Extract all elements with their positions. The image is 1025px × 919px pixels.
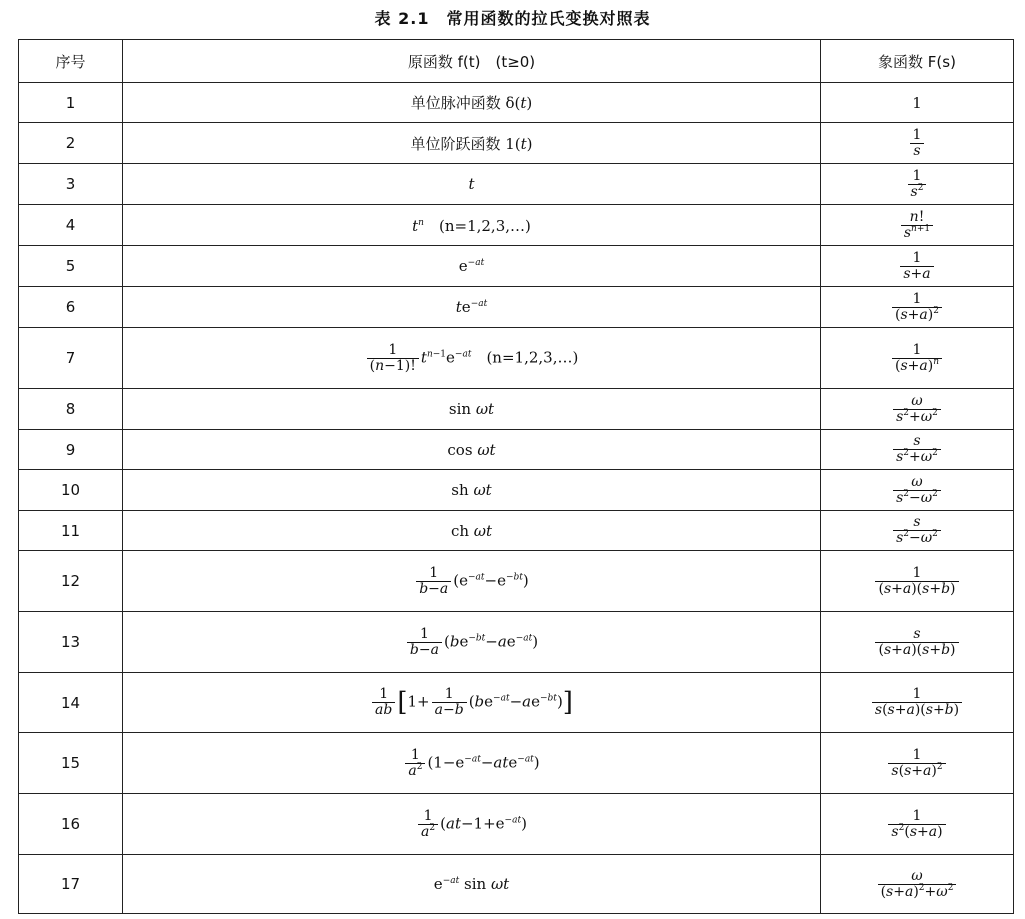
row-index: 2	[19, 123, 123, 164]
header-index: 序号	[19, 40, 123, 83]
row-index: 9	[19, 430, 123, 470]
table-row	[19, 287, 1014, 328]
header-image: 象函数 F(s)	[821, 40, 1014, 83]
sin-label: sin	[448, 400, 472, 418]
ch-label: ch	[450, 521, 469, 540]
image-cell: $\frac{1}{(s+a)^n}$	[821, 328, 1014, 389]
original-cell: $\frac{1}{a^2}$ $(at-1+e^{-at})$	[123, 794, 821, 855]
row-index: 17	[19, 855, 123, 914]
original-cell: $e^{-at}$	[123, 246, 821, 287]
image-cell: $\frac{1}{s(s+a)^2}$	[821, 733, 1014, 794]
image-cell: $\frac{\omega}{s^2-\omega^2}$	[821, 470, 1014, 511]
original-cell: $\frac{1}{ab}$ [1+ $\frac{1}{a-b}$ $(be^{-at}-ae^{-bt})$]	[123, 673, 821, 733]
original-cell: $\frac{1}{a^2}$ $(1-e^{-at}-ate^{-at})$	[123, 733, 821, 794]
header-row	[19, 40, 1014, 83]
original-cell: 单位脉冲函数 δ(t)	[123, 83, 821, 123]
row-index: 3	[19, 164, 123, 205]
original-cell: $\frac{1}{(n-1)!}$ $t^{n-1}e^{-at}$ (n=1,2,3,…)	[123, 328, 821, 389]
table-caption: 表 2.1 常用函数的拉氏变换对照表	[374, 9, 651, 28]
laplace-table	[18, 39, 1014, 914]
unit-step-label: 单位阶跃函数	[410, 134, 501, 153]
image-cell: $\frac{s}{s^2-\omega^2}$	[821, 511, 1014, 551]
unit-impulse-label: 单位脉冲函数	[410, 94, 501, 112]
cos-label: cos	[447, 440, 473, 459]
image-cell: $\frac{n!}{s^{n+1}}$	[821, 205, 1014, 246]
image-cell: $\frac{1}{s^2(s+a)}$	[821, 794, 1014, 855]
row-index: 8	[19, 389, 123, 430]
original-cell: ch ωt	[123, 511, 821, 551]
table-row	[19, 389, 1014, 430]
row-index: 5	[19, 246, 123, 287]
row-index: 7	[19, 328, 123, 389]
table-row	[19, 733, 1014, 794]
original-cell: cos ωt	[123, 430, 821, 470]
table-row	[19, 328, 1014, 389]
row-index: 13	[19, 612, 123, 673]
original-cell: sh ωt	[123, 470, 821, 511]
original-cell: sin ωt	[123, 389, 821, 430]
image-cell: $\frac{1}{s^2}$	[821, 164, 1014, 205]
image-cell: $\frac{1}{s+a}$	[821, 246, 1014, 287]
image-cell: $\frac{s}{s^2+\omega^2}$	[821, 430, 1014, 470]
original-cell: $t^n$ (n=1,2,3,…)	[123, 205, 821, 246]
header-original: 原函数 f(t) (t≥0)	[123, 40, 821, 83]
sequence-note: (n=1,2,3,…)	[486, 348, 579, 366]
sequence-note: (n=1,2,3,…)	[438, 216, 531, 235]
row-index: 14	[19, 673, 123, 733]
table-row	[19, 430, 1014, 470]
table-row	[19, 673, 1014, 733]
row-index: 15	[19, 733, 123, 794]
table-row	[19, 511, 1014, 551]
table-row	[19, 246, 1014, 287]
table-row	[19, 83, 1014, 123]
table-row	[19, 205, 1014, 246]
original-cell: $e^{-at}$ sin ωt	[123, 855, 821, 914]
image-cell: $\frac{1}{(s+a)^2}$	[821, 287, 1014, 328]
original-cell: $te^{-at}$	[123, 287, 821, 328]
image-cell: $\frac{\omega}{(s+a)^2+\omega^2}$	[821, 855, 1014, 914]
table-row	[19, 123, 1014, 164]
table-row	[19, 612, 1014, 673]
row-index: 10	[19, 470, 123, 511]
row-index: 6	[19, 287, 123, 328]
row-index: 11	[19, 511, 123, 551]
table-row	[19, 855, 1014, 914]
image-cell: $\frac{s}{(s+a)(s+b)}$	[821, 612, 1014, 673]
table-row	[19, 551, 1014, 612]
original-cell: $\frac{1}{b-a}$ $(e^{-at}-e^{-bt})$	[123, 551, 821, 612]
original-cell: 单位阶跃函数 1(t)	[123, 123, 821, 164]
table-row	[19, 470, 1014, 511]
sin-label: sin	[464, 875, 487, 893]
image-cell: $\frac{1}{s}$	[821, 123, 1014, 164]
image-cell: 1	[821, 83, 1014, 123]
table-row	[19, 164, 1014, 205]
image-cell: $\frac{1}{(s+a)(s+b)}$	[821, 551, 1014, 612]
row-index: 16	[19, 794, 123, 855]
row-index: 12	[19, 551, 123, 612]
sh-label: sh	[451, 481, 469, 499]
image-cell: $\frac{1}{s(s+a)(s+b)}$	[821, 673, 1014, 733]
original-cell: $\frac{1}{b-a}$ $(be^{-bt}-ae^{-at})$	[123, 612, 821, 673]
row-index: 4	[19, 205, 123, 246]
image-cell: $\frac{\omega}{s^2+\omega^2}$	[821, 389, 1014, 430]
original-cell: t	[123, 164, 821, 205]
table-row	[19, 794, 1014, 855]
row-index: 1	[19, 83, 123, 123]
